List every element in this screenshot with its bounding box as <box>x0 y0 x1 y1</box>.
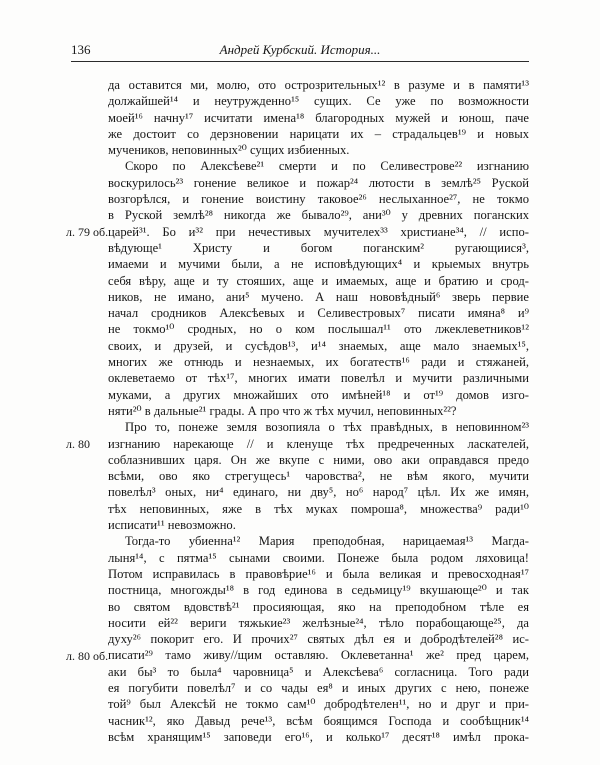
folio-label: л. 80 <box>66 436 90 451</box>
text-line: многих же отнюдь и незнаемых, их богатеств¹⁶ ради и стяжаней, <box>108 355 529 370</box>
text-line: ея погубити повелѣл⁷ и со чады ея⁸ и иных других с нею, понеже <box>108 680 529 695</box>
running-title: Андрей Курбский. История... <box>219 42 381 57</box>
text-line: аки бы³ то была⁴ чаровница⁵ и Алексѣева⁶ согласница. Того ради <box>108 664 529 679</box>
text-line: мучеников, неповинных²⁰ сущих избиенных. <box>108 143 350 158</box>
text-line: духу²⁶ покорит его. И прочих²⁷ святых дѣл ея и добродѣтелей²⁸ ис- <box>108 632 529 647</box>
text-line: Потом исправилась в правовѣрие¹⁶ и была великая и превосходная¹⁷ <box>108 566 529 581</box>
page-header <box>71 42 529 60</box>
text-line: изгнанию нарекающе // и кленуще тѣх предреченных ласкателей, <box>108 436 529 451</box>
text-line: постница, многожды¹⁸ в год единова в седьмицу¹⁹ вкушающе²⁰ и так <box>108 583 529 598</box>
page-number: 136 <box>71 42 91 57</box>
text-line: же достоит со дерзновении нарицати их – страдальцев¹⁹ и новых <box>108 126 529 141</box>
text-line: воскурилось²³ гонение великое и пожар²⁴ лютости в землѣ²⁵ Руской <box>108 175 529 190</box>
text-line: исписати¹¹ невозможно. <box>108 518 236 533</box>
text-line: оклеветаемо от тѣх¹⁷, многих имати повелѣл и мучити различными <box>108 371 529 386</box>
text-line: тѣх неповинных, яже в тѣх муках помроша⁸, множества⁹ ради¹⁰ <box>108 501 529 516</box>
text-line: Про то, понеже земля возопияла о тѣх правѣдных, в неповинном²³ <box>125 420 529 435</box>
text-line: Скоро по Алексѣеве²¹ смерти и по Селивестрове²² изгнанию <box>125 159 529 174</box>
text-line: носити ей²² вериги тяжькие²³ желѣзные²⁴, тѣло порабощающе²⁵, да <box>108 615 529 630</box>
text-line: в Руской землѣ²⁸ никогда же бывало²⁹, ани³⁰ у древних поганских <box>108 208 529 223</box>
text-line: начал сродников Алексѣевых и Селивестровых⁷ писати имяна⁸ и⁹ <box>108 306 529 321</box>
text-line: не токмо¹⁰ сродных, но о ком послышал¹¹ ото лжеклеветников¹² <box>108 322 529 337</box>
text-line: той⁹ был Алексѣй не токмо сам¹⁰ добродѣтелен¹¹, но и друг и при- <box>108 697 529 712</box>
text-line: всѣм хранящим¹⁵ заповеди его¹⁶, и колько¹⁷ десят¹⁸ имѣл прока- <box>108 729 529 744</box>
header-rule <box>71 61 529 62</box>
text-line: возгорѣлся, и гонение воистину таковое²⁶ неслыханное²⁷, не токмо <box>108 192 529 207</box>
text-line: себя вѣру, аще и ту стояших, аще и имаемых, аще и братию и срод- <box>108 273 529 288</box>
text-line: ников, не имано, ани⁵ мучено. А наш нововѣдный⁶ зверь первие <box>108 289 529 304</box>
text-line: вѣдующе¹ Христу и богом поганским² ругающиися³, <box>108 240 529 255</box>
text-line: моей¹⁶ начну¹⁷ исчитати имена¹⁸ благородных мужей и юнош, паче <box>108 110 529 125</box>
text-line: своих, и друзей, и сусѣдов¹³, и¹⁴ знаемых, аще мало знаемых¹⁵, <box>108 338 529 353</box>
text-line: часник¹², яко Давыд рече¹³, всѣм боящимся Господа и сообѣщник¹⁴ <box>108 713 529 728</box>
text-line: лыня¹⁴, с пятма¹⁵ сынами своими. Понеже была родом ляховица! <box>108 550 529 565</box>
text-line: во святом вдовствѣ²¹ просияющая, яко на преподобном тѣле ея <box>108 599 529 614</box>
text-line: царей³¹. Бо и³² при нечестивых мучителех³³ христиане³⁴, // испо- <box>108 224 529 239</box>
text-line: да оставится ми, молю, ото острозрительных¹² в разуме и в памяти¹³ <box>108 78 529 92</box>
folio-label: л. 79 об. <box>66 224 109 239</box>
text-line: всѣми, ово яко стрегущесь¹ чаровства², не вѣм якого, мучити <box>108 469 529 484</box>
text-line: должайшей¹⁴ и неутружденно¹⁵ сущих. Се уже по возможности <box>108 94 529 109</box>
text-line: муками, а других множайших ото имѣней¹⁸ и от¹⁹ домов изго- <box>108 387 529 402</box>
text-line: повелѣл³ оных, ни⁴ единаго, ни дву⁵, но⁶ народ⁷ цѣл. Их же имян, <box>108 485 529 500</box>
text-line: няти²⁰ в дальные²¹ грады. А про что ж тѣх мучил, неповинных²²? <box>108 403 457 418</box>
folio-label: л. 80 об. <box>66 648 109 663</box>
text-line: писати²⁹ тамо живу//щим оставляю. Оклеветанна¹ же² пред царем, <box>108 648 529 663</box>
text-block <box>66 77 529 745</box>
text-line: соблазнивших царя. Он же вкупе с ними, ово аки оправдався предо <box>108 452 529 467</box>
text-line: имаеми и мучими были, а не исповѣдующих⁴ и крыемых внутрь <box>108 257 529 272</box>
text-line: Тогда-то убиенна¹² Мария преподобная, нарицаемая¹³ Магда- <box>125 534 529 549</box>
